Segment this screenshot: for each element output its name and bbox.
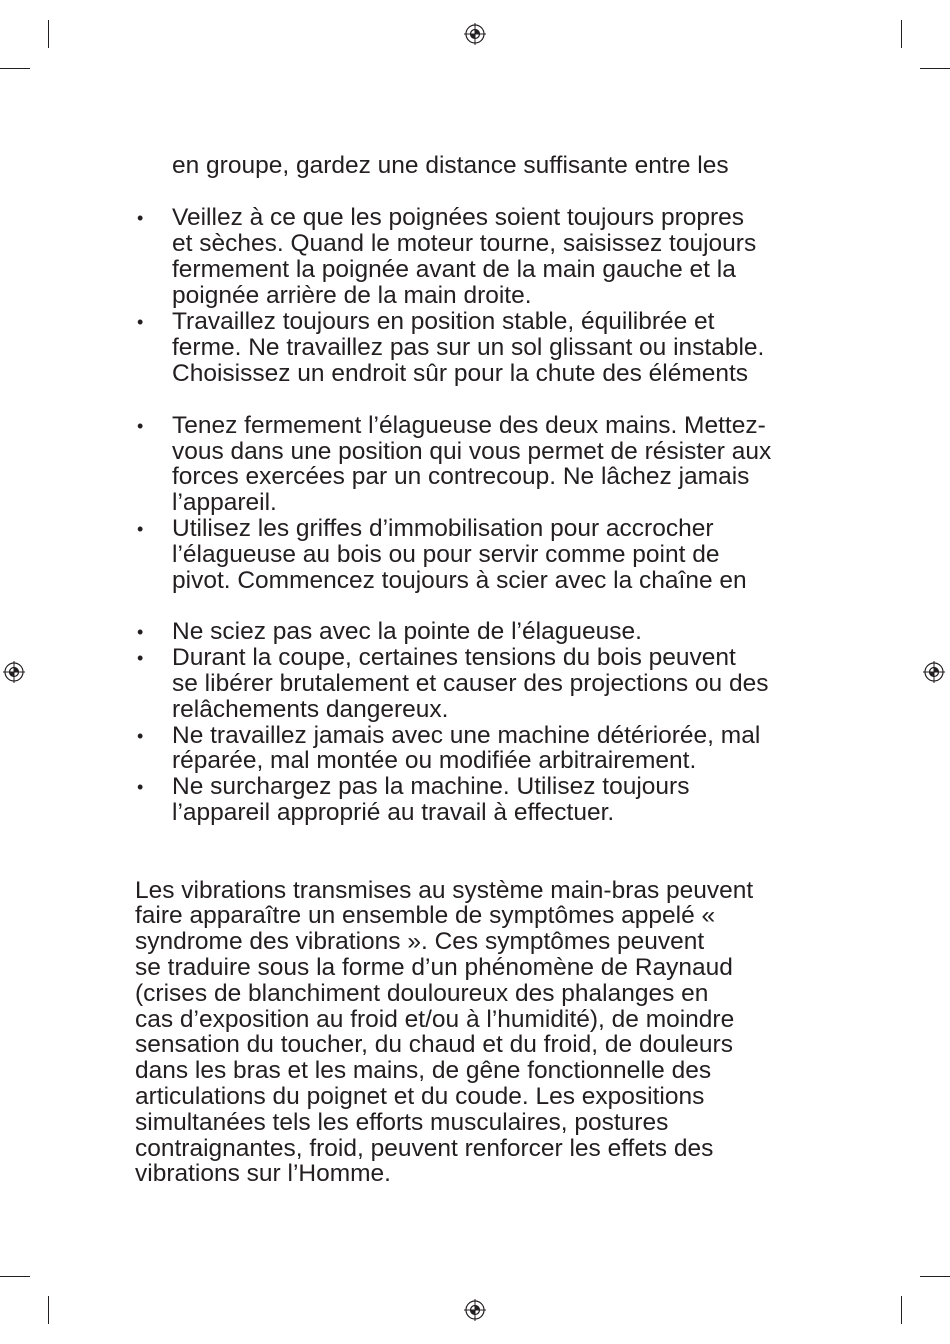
text-line: se libérer brutalement et causer des projections ou des [172,670,769,697]
paragraph-line: articulations du poignet et du coude. Les expositions [135,1083,705,1110]
text-line: en groupe, gardez une distance suffisante entre les [172,152,729,179]
paragraph-line: Les vibrations transmises au système main-bras peuvent [135,877,754,904]
text-line: Ne travaillez jamais avec une machine détériorée, mal [172,722,761,749]
text-line: Tenez fermement l’élagueuse des deux mains. Mettez- [172,412,766,439]
text-line: Ne surchargez pas la machine. Utilisez toujours [172,773,690,800]
text-line: ferme. Ne travaillez pas sur un sol glissant ou instable. [172,334,765,361]
text-line: et sèches. Quand le moteur tourne, saisissez toujours [172,230,757,257]
bullet-icon: • [137,312,144,332]
text-line: l’élagueuse au bois ou pour servir comme point de [172,541,720,568]
paragraph-line: faire apparaître un ensemble de symptômes appelé « [135,902,716,929]
paragraph-line: contraignantes, froid, peuvent renforcer les effets des [135,1135,714,1162]
paragraph-line: cas d’exposition au froid et/ou à l’humidité), de moindre [135,1006,735,1033]
bullet-icon: • [137,622,144,642]
paragraph-line: (crises de blanchiment douloureux des phalanges en [135,980,709,1007]
paragraph-line: se traduire sous la forme d’un phénomène de Raynaud [135,954,733,981]
paragraph-line: dans les bras et les mains, de gêne fonctionnelle des [135,1057,712,1084]
text-line: Veillez à ce que les poignées soient toujours propres [172,204,745,231]
text-line: forces exercées par un contrecoup. Ne lâchez jamais [172,463,750,490]
text-line: pivot. Commencez toujours à scier avec la chaîne en [172,567,747,594]
text-line: relâchements dangereux. [172,696,449,723]
text-line: Durant la coupe, certaines tensions du bois peuvent [172,644,736,671]
text-line: Choisissez un endroit sûr pour la chute des éléments [172,360,749,387]
paragraph-line: vibrations sur l’Homme. [135,1160,391,1187]
text-line: Travaillez toujours en position stable, équilibrée et [172,308,715,335]
text-line: réparée, mal montée ou modifiée arbitrairement. [172,747,697,774]
text-line: Utilisez les griffes d’immobilisation pour accrocher [172,515,714,542]
bullet-icon: • [137,648,144,668]
bullet-icon: • [137,208,144,228]
bullet-icon: • [137,777,144,797]
paragraph-line: syndrome des vibrations ». Ces symptômes peuvent [135,928,705,955]
bullet-icon: • [137,519,144,539]
text-line: Ne sciez pas avec la pointe de l’élagueuse. [172,618,642,645]
paragraph-line: simultanées tels les efforts musculaires, postures [135,1109,669,1136]
text-line: fermement la poignée avant de la main gauche et la [172,256,736,283]
bullet-icon: • [137,416,144,436]
text-line: l’appareil. [172,489,277,516]
text-line: vous dans une position qui vous permet de résister aux [172,438,772,465]
text-line: poignée arrière de la main droite. [172,282,532,309]
text-line: l’appareil approprié au travail à effectuer. [172,799,615,826]
bullet-icon: • [137,726,144,746]
paragraph-line: sensation du toucher, du chaud et du froid, de douleurs [135,1031,733,1058]
